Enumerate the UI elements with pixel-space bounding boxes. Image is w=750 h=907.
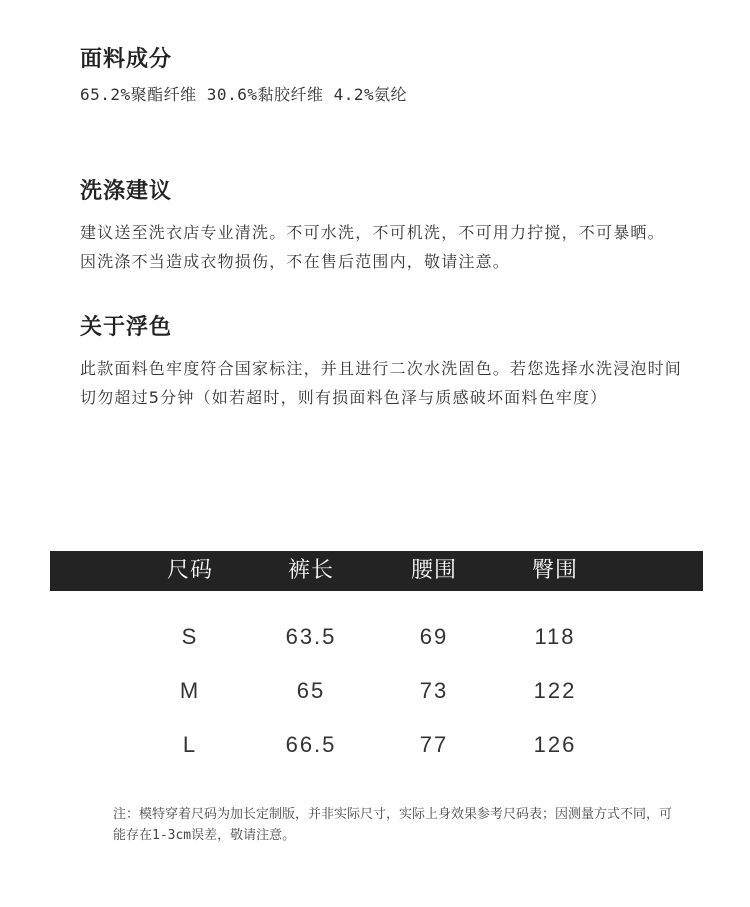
measurement-note: 注：模特穿着尺码为加长定制版，并非实际尺寸，实际上身效果参考尺码表；因测量方式不同，可能存在1-3cm误差，敬请注意。	[113, 807, 673, 843]
washing-text: 建议送至洗衣店专业清洗。不可水洗，不可机洗，不可用力拧搅，不可暴晒。因洗涤不当造成衣物损伤，不在售后范围内，敬请注意。	[80, 223, 665, 271]
cell-size: L	[182, 732, 198, 757]
cell-length: 65	[296, 678, 326, 703]
cell-hip: 126	[533, 732, 577, 757]
cell-waist: 77	[419, 732, 449, 757]
table-row	[50, 617, 703, 657]
cell-waist: 69	[419, 624, 449, 649]
table-row	[50, 725, 703, 765]
fabric-title: 面料成分	[80, 47, 173, 72]
washing-title: 洗涤建议	[80, 179, 173, 204]
header-hip: 臀围	[531, 558, 578, 583]
table-row	[50, 671, 703, 711]
cell-hip: 122	[533, 678, 577, 703]
header-length: 裤长	[287, 558, 334, 583]
cell-hip: 118	[534, 624, 576, 649]
cell-waist: 73	[419, 678, 449, 703]
size-table-header	[50, 551, 703, 591]
header-size: 尺码	[166, 558, 213, 583]
fading-text: 此款面料色牢度符合国家标注，并且进行二次水洗固色。若您选择水洗浸泡时间切勿超过5分钟（如若超时，则有损面料色泽与质感破坏面料色牢度）	[80, 359, 683, 407]
fading-title: 关于浮色	[80, 315, 173, 340]
cell-length: 66.5	[285, 732, 337, 757]
cell-length: 63.5	[285, 624, 337, 649]
header-waist: 腰围	[410, 558, 457, 583]
fading-section	[80, 314, 690, 412]
fabric-composition-text: 65.2%聚酯纤维 30.6%黏胶纤维 4.2%氨纶	[80, 85, 408, 104]
cell-size: M	[179, 678, 201, 703]
fabric-section	[80, 46, 690, 106]
washing-section	[80, 178, 690, 276]
cell-size: S	[181, 624, 199, 649]
